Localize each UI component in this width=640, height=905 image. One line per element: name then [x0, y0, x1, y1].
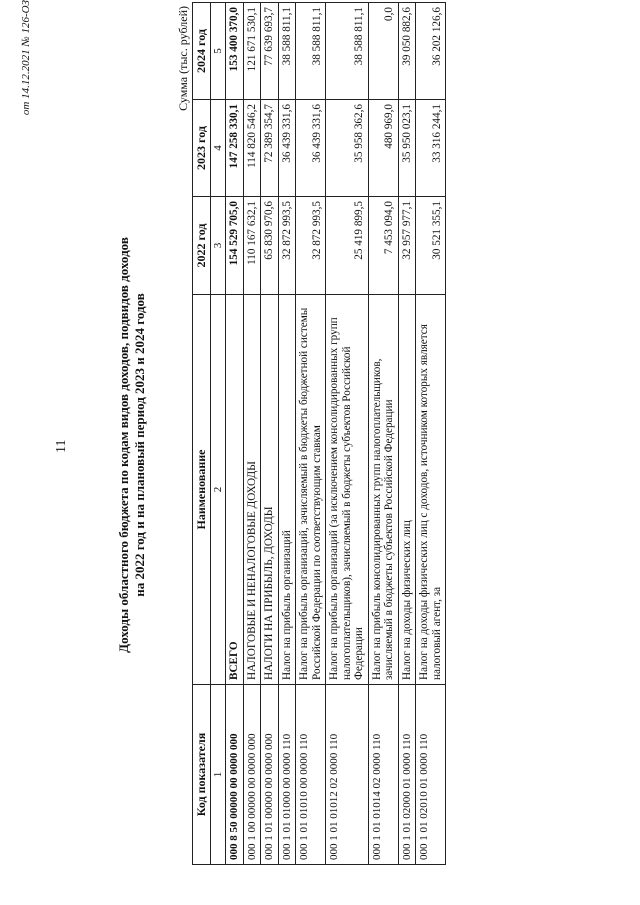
row-2023: 147 258 330,1: [226, 100, 244, 197]
index-cell: 5: [210, 3, 226, 100]
row-code: 000 1 01 01000 00 0000 110: [278, 685, 296, 865]
document-title: [116, 65, 148, 825]
table-row: [296, 3, 326, 865]
row-2024: 36 202 126,6: [416, 3, 446, 100]
table-row: [278, 3, 296, 865]
row-2022: 30 521 355,1: [416, 197, 446, 295]
row-2023: 480 969,0: [368, 100, 398, 197]
row-name: Налог на прибыль организаций: [278, 295, 296, 685]
row-name: Налог на доходы физических лиц с доходов, источником которых является налоговый агент, за: [416, 295, 446, 685]
row-code: 000 1 01 00000 00 0000 000: [261, 685, 279, 865]
row-name: ВСЕГО: [226, 295, 244, 685]
header-2022: 2022 год: [193, 197, 211, 295]
row-2022: 7 453 094,0: [368, 197, 398, 295]
row-code: 000 1 00 00000 00 0000 000: [243, 685, 261, 865]
index-cell: 4: [210, 100, 226, 197]
row-2023: 36 439 331,6: [296, 100, 326, 197]
row-name: Налог на прибыль организаций, зачисляемый в бюджеты бюджетной системы Российской Федерации по соответствующим ставкам: [296, 295, 326, 685]
table-row: [368, 3, 398, 865]
row-name: Налог на доходы физических лиц: [398, 295, 416, 685]
law-reference: от 14.12.2021 № 126-ОЗ: [20, 0, 32, 116]
row-2022: 32 872 993,5: [278, 197, 296, 295]
row-2024: 77 639 693,7: [261, 3, 279, 100]
row-2022: 154 529 705,0: [226, 197, 244, 295]
index-cell: 1: [210, 685, 226, 865]
header-2024: 2024 год: [193, 3, 211, 100]
row-name: НАЛОГОВЫЕ И НЕНАЛОГОВЫЕ ДОХОДЫ: [243, 295, 261, 685]
row-2024: 39 050 882,6: [398, 3, 416, 100]
row-2022: 110 167 632,1: [243, 197, 261, 295]
row-2023: 114 820 546,2: [243, 100, 261, 197]
row-name: Налог на прибыль организаций (за исключением консолидированных групп налогоплательщиков), зачисляемый в бюджеты субъектов Российской Федерации: [326, 295, 369, 685]
row-2022: 32 957 977,1: [398, 197, 416, 295]
table-row: [398, 3, 416, 865]
title-line-2: на 2022 год и на плановый период 2023 и 2024 годов: [132, 293, 147, 597]
row-name: НАЛОГИ НА ПРИБЫЛЬ, ДОХОДЫ: [261, 295, 279, 685]
row-2024: 121 671 530,1: [243, 3, 261, 100]
row-code: 000 1 01 01014 02 0000 110: [368, 685, 398, 865]
row-2023: 36 439 331,6: [278, 100, 296, 197]
row-code: 000 1 01 02000 01 0000 110: [398, 685, 416, 865]
index-cell: 3: [210, 197, 226, 295]
table-row: [326, 3, 369, 865]
header-code: Код показателя: [193, 685, 211, 865]
index-cell: 2: [210, 295, 226, 685]
row-2023: 35 950 023,1: [398, 100, 416, 197]
row-code: 000 1 01 01012 02 0000 110: [326, 685, 369, 865]
page-number: 11: [54, 439, 69, 453]
row-2022: 25 419 899,5: [326, 197, 369, 295]
row-2023: 35 958 362,6: [326, 100, 369, 197]
header-2023: 2023 год: [193, 100, 211, 197]
units-label: Сумма (тыс. рублей): [176, 6, 190, 111]
row-2024: 0,0: [368, 3, 398, 100]
table-row: [261, 3, 279, 865]
revenue-table: [192, 2, 446, 865]
row-2022: 32 872 993,5: [296, 197, 326, 295]
table-row: [416, 3, 446, 865]
row-code: 000 1 01 01010 00 0000 110: [296, 685, 326, 865]
table-row: [243, 3, 261, 865]
row-2024: 38 588 811,1: [326, 3, 369, 100]
table-row: [226, 3, 244, 865]
row-code: 000 8 50 00000 00 0000 000: [226, 685, 244, 865]
row-2024: 153 400 370,0: [226, 3, 244, 100]
row-2023: 33 316 244,1: [416, 100, 446, 197]
row-code: 000 1 01 02010 01 0000 110: [416, 685, 446, 865]
index-row: [210, 3, 226, 865]
title-line-1: Доходы областного бюджета по кодам видов доходов, подвидов доходов: [116, 237, 131, 653]
row-2022: 65 830 970,6: [261, 197, 279, 295]
header-name: Наименование: [193, 295, 211, 685]
row-2023: 72 389 354,7: [261, 100, 279, 197]
row-2024: 38 588 811,1: [296, 3, 326, 100]
row-name: Налог на прибыль консолидированных групп налогоплательщиков, зачисляемый в бюджеты субъектов Российской Федерации: [368, 295, 398, 685]
row-2024: 38 588 811,1: [278, 3, 296, 100]
